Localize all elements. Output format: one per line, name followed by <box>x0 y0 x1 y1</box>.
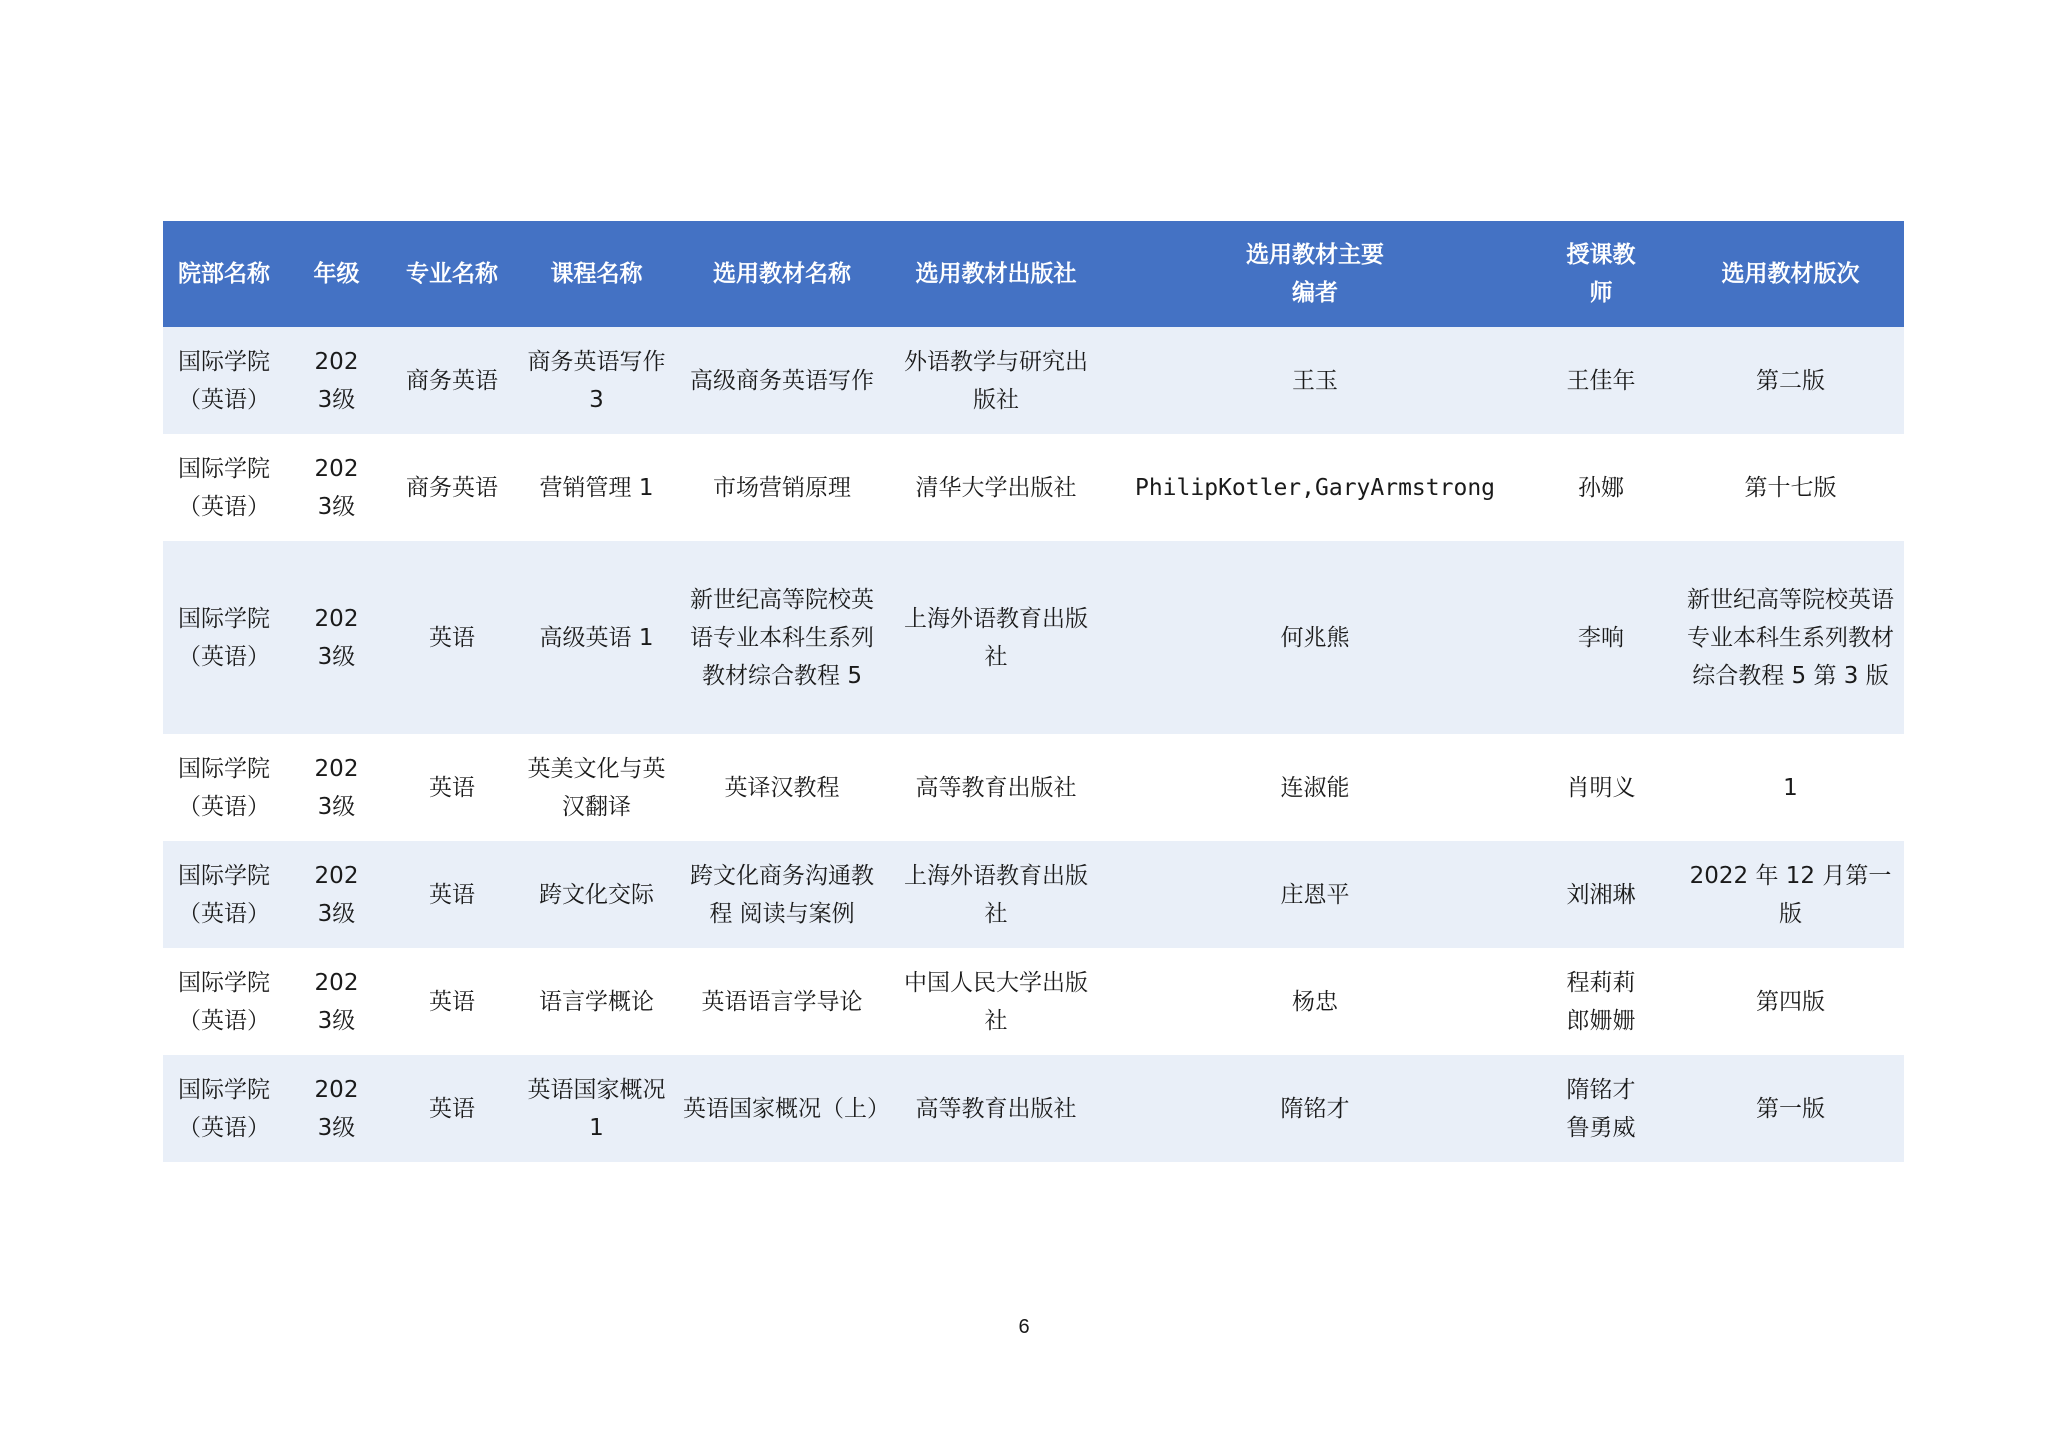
table-body <box>163 327 1904 1162</box>
cell-dept: 国际学院（英语） <box>163 948 285 1055</box>
cell-dept: 国际学院（英语） <box>163 541 285 734</box>
header-editor: 选用教材主要编者 <box>1105 221 1525 327</box>
cell-editor: 庄恩平 <box>1105 841 1525 948</box>
header-major: 专业名称 <box>388 221 516 327</box>
cell-teacher: 程莉莉郎姗姗 <box>1525 948 1677 1055</box>
table-row <box>163 327 1904 434</box>
cell-edition: 第一版 <box>1677 1055 1904 1162</box>
cell-publisher: 清华大学出版社 <box>887 434 1105 541</box>
header-publisher: 选用教材出版社 <box>887 221 1105 327</box>
cell-publisher: 外语教学与研究出版社 <box>887 327 1105 434</box>
cell-grade: 2023级 <box>285 948 388 1055</box>
cell-editor: PhilipKotler,GaryArmstrong <box>1105 434 1525 541</box>
cell-editor: 连淑能 <box>1105 734 1525 841</box>
cell-major: 商务英语 <box>388 327 516 434</box>
header-textbook: 选用教材名称 <box>677 221 887 327</box>
table-header <box>163 221 1904 327</box>
cell-course: 英美文化与英汉翻译 <box>516 734 677 841</box>
cell-edition: 新世纪高等院校英语专业本科生系列教材综合教程 5 第 3 版 <box>1677 541 1904 734</box>
cell-textbook: 跨文化商务沟通教程 阅读与案例 <box>677 841 887 948</box>
cell-grade: 2023级 <box>285 734 388 841</box>
cell-textbook: 英语语言学导论 <box>677 948 887 1055</box>
cell-major: 商务英语 <box>388 434 516 541</box>
cell-publisher: 上海外语教育出版社 <box>887 541 1105 734</box>
header-row <box>163 221 1904 327</box>
cell-textbook: 英语国家概况（上） <box>677 1055 887 1162</box>
cell-publisher: 高等教育出版社 <box>887 1055 1105 1162</box>
cell-editor: 何兆熊 <box>1105 541 1525 734</box>
cell-grade: 2023级 <box>285 327 388 434</box>
cell-course: 语言学概论 <box>516 948 677 1055</box>
cell-teacher: 刘湘琳 <box>1525 841 1677 948</box>
cell-course: 跨文化交际 <box>516 841 677 948</box>
header-course: 课程名称 <box>516 221 677 327</box>
cell-major: 英语 <box>388 948 516 1055</box>
cell-editor: 隋铭才 <box>1105 1055 1525 1162</box>
textbook-selection-table <box>163 221 1904 1162</box>
cell-publisher: 中国人民大学出版社 <box>887 948 1105 1055</box>
cell-textbook: 高级商务英语写作 <box>677 327 887 434</box>
cell-course: 营销管理 1 <box>516 434 677 541</box>
header-edition: 选用教材版次 <box>1677 221 1904 327</box>
cell-edition: 2022 年 12 月第一版 <box>1677 841 1904 948</box>
cell-publisher: 上海外语教育出版社 <box>887 841 1105 948</box>
table-row <box>163 948 1904 1055</box>
cell-dept: 国际学院（英语） <box>163 734 285 841</box>
cell-major: 英语 <box>388 541 516 734</box>
cell-editor: 杨忠 <box>1105 948 1525 1055</box>
cell-teacher: 隋铭才鲁勇威 <box>1525 1055 1677 1162</box>
cell-grade: 2023级 <box>285 541 388 734</box>
cell-course: 商务英语写作3 <box>516 327 677 434</box>
cell-teacher: 王佳年 <box>1525 327 1677 434</box>
cell-dept: 国际学院（英语） <box>163 327 285 434</box>
table-row <box>163 434 1904 541</box>
table-row <box>163 734 1904 841</box>
cell-teacher: 孙娜 <box>1525 434 1677 541</box>
cell-textbook: 英译汉教程 <box>677 734 887 841</box>
cell-course: 英语国家概况1 <box>516 1055 677 1162</box>
cell-edition: 第四版 <box>1677 948 1904 1055</box>
page-number: 6 <box>1018 1316 1030 1338</box>
cell-grade: 2023级 <box>285 841 388 948</box>
header-grade: 年级 <box>285 221 388 327</box>
cell-dept: 国际学院（英语） <box>163 434 285 541</box>
cell-textbook: 新世纪高等院校英语专业本科生系列教材综合教程 5 <box>677 541 887 734</box>
cell-edition: 1 <box>1677 734 1904 841</box>
cell-editor: 王玉 <box>1105 327 1525 434</box>
cell-grade: 2023级 <box>285 434 388 541</box>
cell-teacher: 李响 <box>1525 541 1677 734</box>
cell-major: 英语 <box>388 841 516 948</box>
cell-major: 英语 <box>388 734 516 841</box>
cell-textbook: 市场营销原理 <box>677 434 887 541</box>
table-row <box>163 1055 1904 1162</box>
table-row <box>163 541 1904 734</box>
cell-dept: 国际学院（英语） <box>163 841 285 948</box>
cell-edition: 第二版 <box>1677 327 1904 434</box>
cell-dept: 国际学院（英语） <box>163 1055 285 1162</box>
cell-teacher: 肖明义 <box>1525 734 1677 841</box>
cell-edition: 第十七版 <box>1677 434 1904 541</box>
cell-course: 高级英语 1 <box>516 541 677 734</box>
cell-major: 英语 <box>388 1055 516 1162</box>
header-dept: 院部名称 <box>163 221 285 327</box>
table-row <box>163 841 1904 948</box>
cell-publisher: 高等教育出版社 <box>887 734 1105 841</box>
header-teacher: 授课教师 <box>1525 221 1677 327</box>
cell-grade: 2023级 <box>285 1055 388 1162</box>
